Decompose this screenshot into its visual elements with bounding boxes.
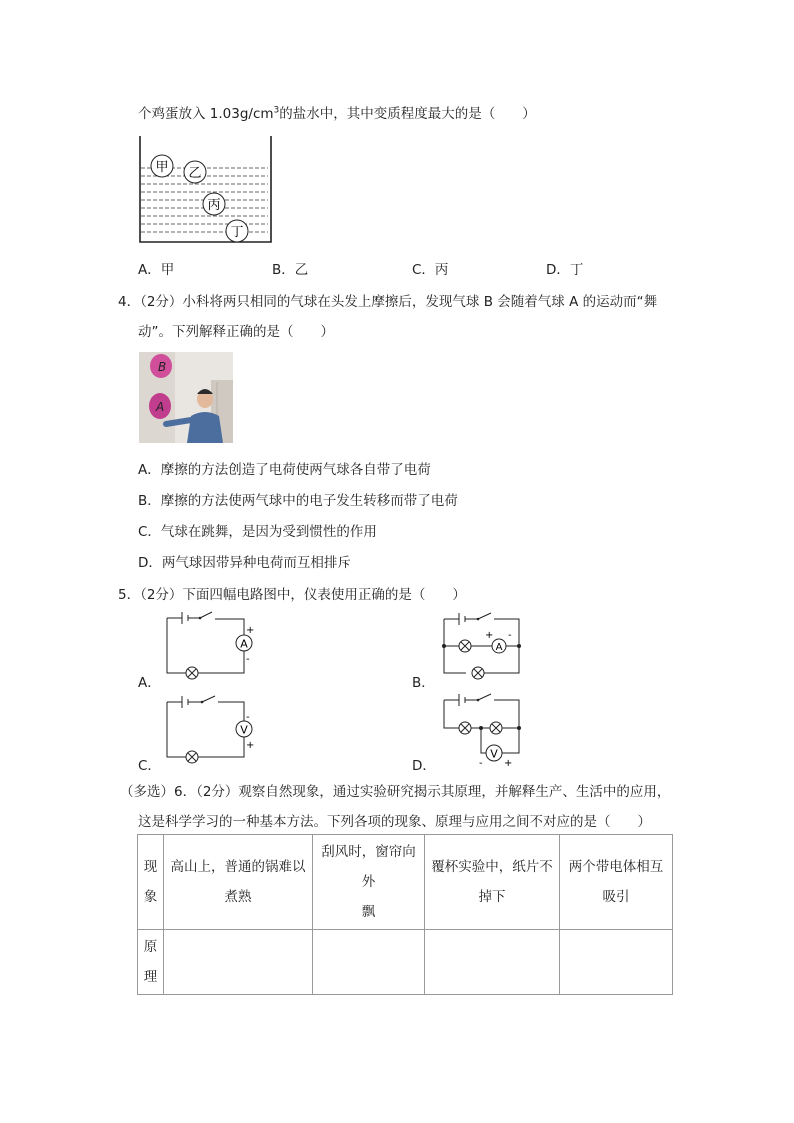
egg-ding — [226, 220, 248, 242]
svg-text:+: + — [504, 758, 513, 769]
balloon-b — [150, 354, 172, 378]
egg-yi — [184, 161, 206, 183]
q5-option-b[interactable]: B． — [412, 675, 435, 691]
q6-table — [137, 834, 673, 995]
lamp-symbol — [459, 722, 471, 734]
svg-text:+: + — [485, 630, 494, 641]
row-header-principle: 原 理 — [138, 930, 164, 995]
svg-text:+: + — [246, 625, 255, 636]
q3-option-b[interactable]: B．乙 — [272, 262, 309, 278]
egg-jia — [151, 155, 173, 177]
egg-bing — [203, 193, 225, 215]
q3-option-c[interactable]: C．丙 — [412, 262, 449, 278]
lamp-symbol — [490, 722, 502, 734]
circuit-d — [437, 688, 532, 770]
q3-stem-text: 个鸡蛋放入 1.03g/cm — [138, 106, 274, 122]
beaker-wall — [140, 136, 271, 242]
svg-text:V: V — [490, 747, 498, 761]
svg-text:-: - — [246, 654, 250, 665]
lamp-symbol — [186, 667, 198, 679]
svg-text:A: A — [156, 400, 165, 414]
q4-option-a[interactable]: A．摩擦的方法创造了电荷使两气球各自带了电荷 — [138, 462, 431, 478]
q4-option-d[interactable]: D．两气球因带异种电荷而互相排斥 — [138, 555, 351, 571]
table-cell: 覆杯实验中，纸片不 掉下 — [425, 835, 560, 930]
q3-stem-text-end: 的盐水中，其中变质程度最大的是（ ） — [279, 106, 536, 122]
table-cell — [560, 930, 673, 995]
voltmeter-symbol — [236, 721, 252, 737]
table-row — [138, 930, 673, 995]
q5-option-d[interactable]: D． — [412, 758, 436, 774]
svg-text:V: V — [240, 723, 248, 737]
circuit-c — [160, 690, 270, 766]
lamp-symbol — [472, 667, 484, 679]
balloon-a — [149, 393, 171, 419]
q3-stem-superscript: 3 — [273, 105, 280, 116]
q5-option-c[interactable]: C． — [138, 758, 161, 774]
table-cell — [425, 930, 560, 995]
ammeter-symbol — [492, 639, 506, 653]
balloon-photo — [139, 352, 233, 443]
voltmeter-symbol — [486, 745, 502, 761]
svg-text:丁: 丁 — [230, 225, 244, 240]
q6-stem-line1: （多选）6．（2分）观察自然现象，通过实验研究揭示其原理，并解释生产、生活中的应用， — [120, 784, 671, 800]
lamp-symbol — [459, 640, 471, 652]
q4-option-c[interactable]: C．气球在跳舞，是因为受到惯性的作用 — [138, 524, 377, 540]
svg-text:-: - — [479, 758, 483, 769]
lamp-symbol — [186, 751, 198, 763]
table-cell — [164, 930, 313, 995]
table-row — [138, 835, 673, 930]
table-cell: 高山上，普通的锅难以 煮熟 — [164, 835, 313, 930]
q3-option-a[interactable]: A．甲 — [138, 262, 175, 278]
svg-text:A: A — [240, 637, 248, 651]
q5-option-a[interactable]: A． — [138, 675, 161, 691]
svg-text:乙: 乙 — [188, 166, 202, 181]
svg-text:B: B — [158, 360, 167, 374]
q6-stem-line2: 这是科学学习的一种基本方法。下列各项的现象、原理与应用之间不对应的是（ ） — [138, 814, 651, 830]
table-cell: 刮风时，窗帘向外 飘 — [313, 835, 425, 930]
q3-stem — [138, 102, 536, 122]
q5-stem: 5．（2分）下面四幅电路图中，仪表使用正确的是（ ） — [118, 587, 466, 603]
svg-text:-: - — [246, 712, 250, 723]
q4-stem-line1: 4．（2分）小科将两只相同的气球在头发上摩擦后，发现气球 B 会随着气球 A 的运动而“舞 — [118, 294, 658, 310]
svg-text:丙: 丙 — [207, 198, 221, 213]
ammeter-symbol — [236, 635, 252, 651]
table-cell — [313, 930, 425, 995]
svg-text:A: A — [495, 642, 503, 653]
circuit-b — [437, 610, 532, 682]
beaker-figure — [136, 132, 276, 248]
q4-option-b[interactable]: B．摩擦的方法使两气球中的电子发生转移而带了电荷 — [138, 493, 458, 509]
circuit-a — [160, 610, 270, 682]
table-cell: 两个带电体相互 吸引 — [560, 835, 673, 930]
row-header-phenomenon: 现 象 — [138, 835, 164, 930]
q3-option-d[interactable]: D．丁 — [546, 262, 584, 278]
q4-stem-line2: 动”。下列解释正确的是（ ） — [138, 324, 334, 340]
svg-text:+: + — [246, 740, 255, 751]
svg-text:-: - — [508, 630, 512, 641]
svg-text:甲: 甲 — [155, 160, 169, 175]
